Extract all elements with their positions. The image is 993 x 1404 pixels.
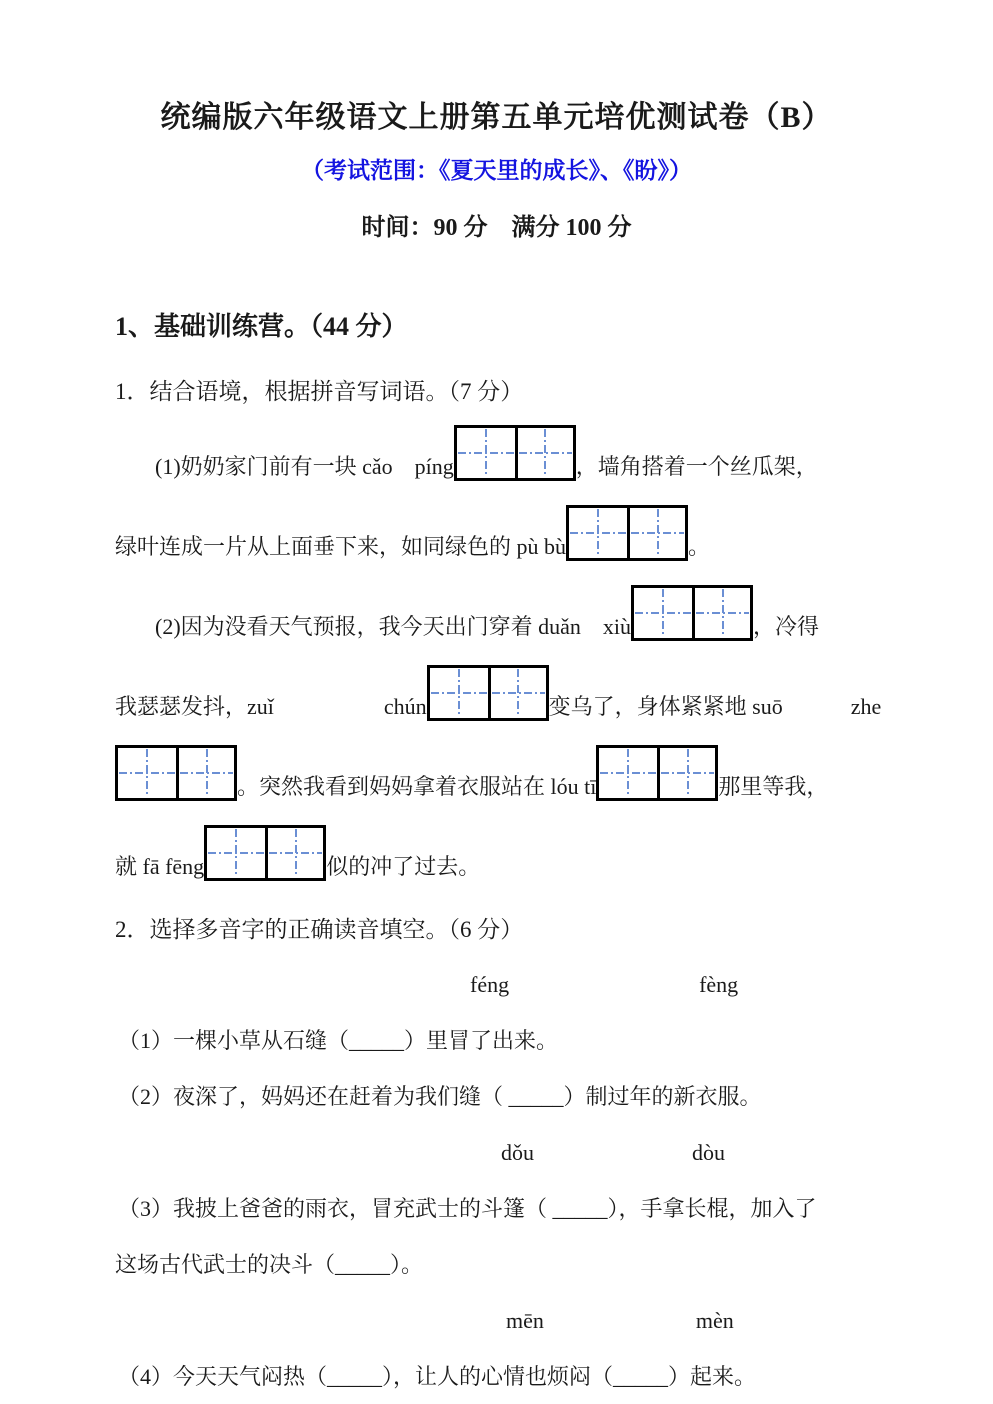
- pinyin-option: dǒu: [501, 1140, 534, 1165]
- grid-cell: [118, 748, 176, 798]
- text-run: ，冷得: [753, 614, 820, 639]
- pinyin-option: mèn: [695, 1308, 734, 1333]
- grid-cell: [457, 428, 515, 478]
- text-run: (2)因为没看天气预报，我今天出门穿着 duǎn xiù: [155, 614, 632, 639]
- text-run: 。: [688, 534, 711, 559]
- grid-cell: [692, 588, 750, 638]
- pinyin-writing-grid: [204, 825, 326, 881]
- time-score-line: 时间：90 分 满分 100 分: [361, 215, 632, 241]
- text-run: ，墙角搭着一个丝瓜架，: [575, 454, 818, 479]
- text-run: chún: [383, 694, 427, 719]
- question-2-heading: 2．选择多音字的正确读音填空。（6 分）: [115, 917, 524, 942]
- grid-cell: [515, 428, 573, 478]
- grid-cell: [207, 828, 265, 878]
- question-1-body: [115, 424, 888, 881]
- section-1-heading: 1、基础训练营。（44 分）: [115, 312, 408, 341]
- text-run: 那里等我，: [718, 774, 829, 799]
- q1-line-3: [115, 584, 888, 641]
- text-run: 我瑟瑟发抖，zuǐ: [115, 694, 274, 719]
- q2-item-3: （3）我披上爸爸的雨衣，冒充武士的斗篷（ _____），手拿长棍，加入了: [118, 1196, 817, 1221]
- page-title: 统编版六年级语文上册第五单元培优测试卷（B）: [160, 101, 833, 134]
- text-run: 似的冲了过去。: [326, 854, 481, 879]
- pinyin-option: dòu: [692, 1140, 725, 1165]
- grid-cell: [176, 748, 234, 798]
- grid-cell: [569, 508, 627, 558]
- q2-item-3-continued: 这场古代武士的决斗（_____）。: [115, 1252, 424, 1277]
- text-run: 就 fā fēng: [115, 854, 205, 879]
- pinyin-writing-grid: [115, 745, 237, 801]
- pinyin-writing-grid: [566, 505, 688, 561]
- grid-cell: [634, 588, 692, 638]
- q1-line-6: [115, 824, 888, 881]
- text-run: zhe: [850, 694, 882, 719]
- text-run: 绿叶连成一片从上面垂下来，如同绿色的 pù bù: [115, 534, 567, 559]
- q1-line-2: [115, 504, 888, 561]
- pinyin-writing-grid: [454, 425, 576, 481]
- exam-scope-subtitle: （考试范围：《夏天里的成长》、《盼》）: [301, 158, 692, 183]
- q1-line-1: [115, 424, 888, 481]
- q2-item-1: （1）一棵小草从石缝（_____）里冒了出来。: [118, 1028, 559, 1053]
- pinyin-option: fèng: [699, 972, 739, 997]
- grid-cell: [430, 668, 488, 718]
- pinyin-writing-grid: [427, 665, 549, 721]
- q2-item-2: （2）夜深了，妈妈还在赶着为我们缝（ _____）制过年的新衣服。: [118, 1084, 762, 1109]
- q2-item-4: （4）今天天气闷热（_____），让人的心情也烦闷（_____）起来。: [118, 1364, 757, 1389]
- pinyin-option-row: [118, 970, 893, 1000]
- grid-cell: [265, 828, 323, 878]
- pinyin-option: féng: [470, 972, 510, 997]
- question-1-heading: 1．结合语境，根据拼音写词语。（7 分）: [115, 379, 524, 404]
- grid-cell: [488, 668, 546, 718]
- pinyin-option-row: [118, 1138, 893, 1168]
- grid-cell: [627, 508, 685, 558]
- grid-cell: [657, 748, 715, 798]
- pinyin-writing-grid: [631, 585, 753, 641]
- grid-cell: [599, 748, 657, 798]
- text-run: 。突然我看到妈妈拿着衣服站在 lóu tī: [237, 774, 597, 799]
- q1-line-4: [115, 664, 888, 721]
- pinyin-writing-grid: [596, 745, 718, 801]
- question-2-body: [115, 970, 893, 1392]
- q1-line-5: [115, 744, 888, 801]
- text-run: 变乌了，身体紧紧地 suō: [548, 694, 783, 719]
- text-run: (1)奶奶家门前有一块 cǎo píng: [155, 454, 454, 479]
- pinyin-option-row: [118, 1306, 893, 1336]
- pinyin-option: mēn: [506, 1308, 544, 1333]
